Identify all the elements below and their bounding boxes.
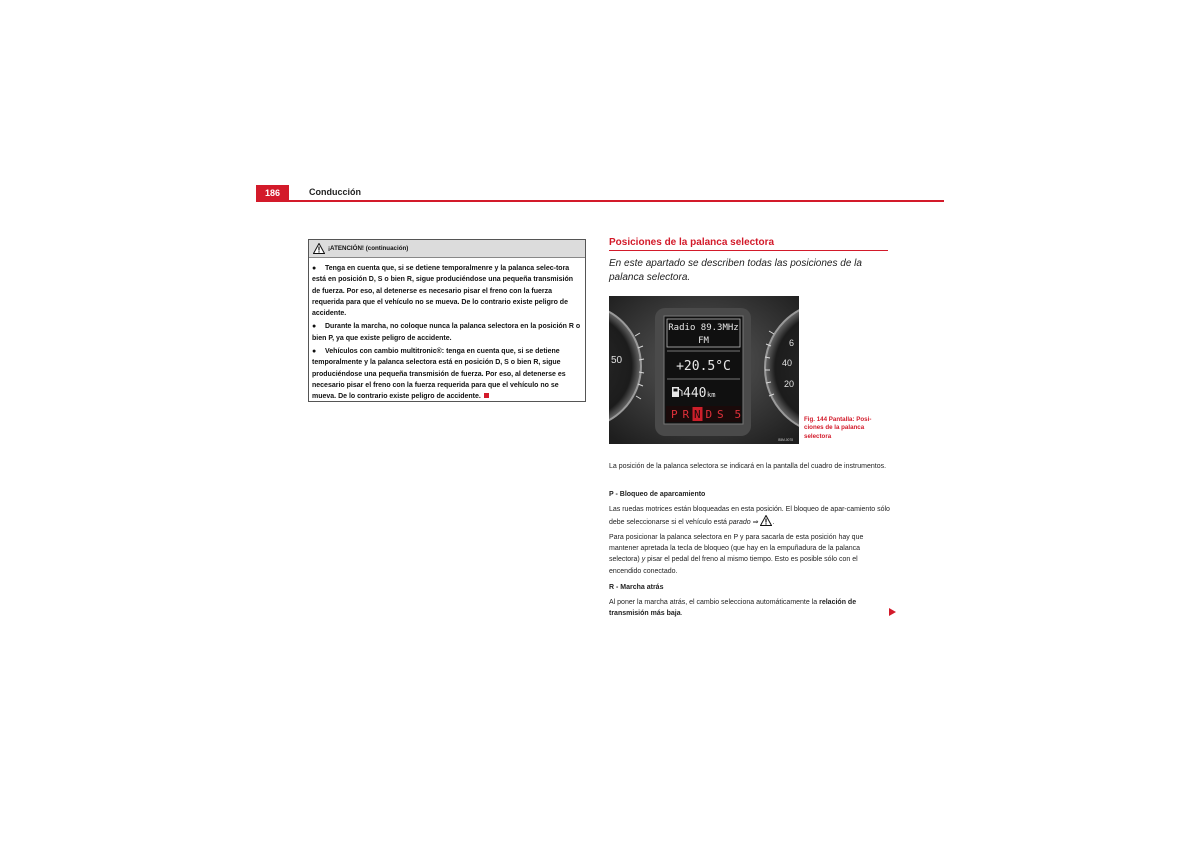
figure-caption: Fig. 144 Pantalla: Posi-ciones de la palanca selectora: [804, 416, 872, 440]
range-value-text: 440: [683, 386, 707, 401]
heading-r-reverse: R - Marcha atrás: [609, 584, 664, 591]
paragraph-parking-lock: Las ruedas motrices están bloqueadas en esta posición. El bloqueo de apar-camiento sólo debe seleccionarse si el vehículo está parado ⇒ .: [609, 506, 890, 527]
gear-letter: S: [717, 408, 724, 421]
end-mark-icon: [484, 393, 489, 398]
instrument-display-figure: [609, 296, 799, 444]
section-rule: [609, 250, 888, 251]
right-gauge-number: 6: [789, 338, 795, 348]
heading-p-parking-lock: P - Bloqueo de aparcamiento: [609, 491, 706, 498]
left-gauge-number: 50: [611, 355, 623, 366]
gear-indicator: [666, 406, 741, 422]
page-number: 186: [256, 185, 289, 201]
radio-band-text: FM: [698, 336, 709, 346]
bullet-icon: ●: [312, 265, 317, 272]
section-intro: En este apartado se describen todas las posiciones de la palanca selectora.: [609, 258, 862, 283]
range-unit-text: km: [707, 391, 716, 399]
right-gauge-number: 40: [782, 358, 793, 368]
instrument-cluster-illustration: [609, 296, 799, 444]
gear-letter: N: [694, 408, 701, 421]
gear-letter: P: [671, 408, 678, 421]
warning-triangle-icon: [313, 243, 325, 254]
warning-body: [309, 258, 585, 403]
warning-header: [309, 240, 585, 258]
bullet-icon: ●: [312, 348, 317, 356]
gear-letter: R: [682, 408, 690, 421]
warning-heading: ¡ATENCIÓN! (continuación): [328, 245, 409, 252]
right-gauge-number: 20: [784, 379, 795, 389]
gear-letter: 5: [734, 408, 742, 421]
header-rule: [256, 200, 944, 202]
chapter-title: Conducción: [309, 187, 361, 197]
next-page-arrow-icon: [889, 608, 896, 616]
temperature-text: +20.5°C: [676, 359, 731, 374]
gear-letter: D: [705, 408, 713, 421]
figure-code: B5M-0078: [778, 438, 793, 442]
warning-item: ● Tenga en cuenta que, si se detiene temporalmenre y la palanca selec-tora está en posición D, S o bien R, sigue produciéndose una pequeña transmisión de fuerza. Por eso, al detenerse es necesario pisar el freno con la fuerza requerida para que el vehículo no se mueva. De lo contrario existe peligro de accidente.: [312, 265, 573, 318]
warning-item: ● Durante la marcha, no coloque nunca la palanca selectora en la posición R o bien P, ya que existe peligro de accidente.: [312, 323, 581, 342]
warning-triangle-icon: [760, 515, 772, 526]
section-title: Posiciones de la palanca selectora: [609, 237, 775, 248]
radio-station-text: Radio 89.3MHz: [668, 323, 739, 333]
paragraph-position-indicated: La posición de la palanca selectora se indicará en la pantalla del cuadro de instrumentos.: [609, 463, 887, 470]
paragraph-reverse: Al poner la marcha atrás, el cambio selecciona automáticamente la relación de transmisión más baja.: [609, 599, 857, 618]
warning-item: ● Vehículos con cambio multitronic®: tenga en cuenta que, si se detiene temporalmente y la palanca selectora está en posición D, S o bien R, sigue produciéndose una pequeña transmisión de fuerza. Por eso, al detenerse es necesario pisar el freno con la fuerza requerida para que el vehículo no se mueva. De lo contrario existe peligro de accidente.: [312, 348, 566, 401]
bullet-icon: ●: [312, 323, 317, 331]
warning-box: [308, 239, 586, 402]
paragraph-lock-button: Para posicionar la palanca selectora en P y para sacarla de esta posición hay que mantener apretada la tecla de bloqueo (que hay en la empuñadura de la palanca selectora) y pisar el pedal del freno al mismo tiempo. Esto es posible sólo con el encendido conectado.: [609, 534, 864, 575]
